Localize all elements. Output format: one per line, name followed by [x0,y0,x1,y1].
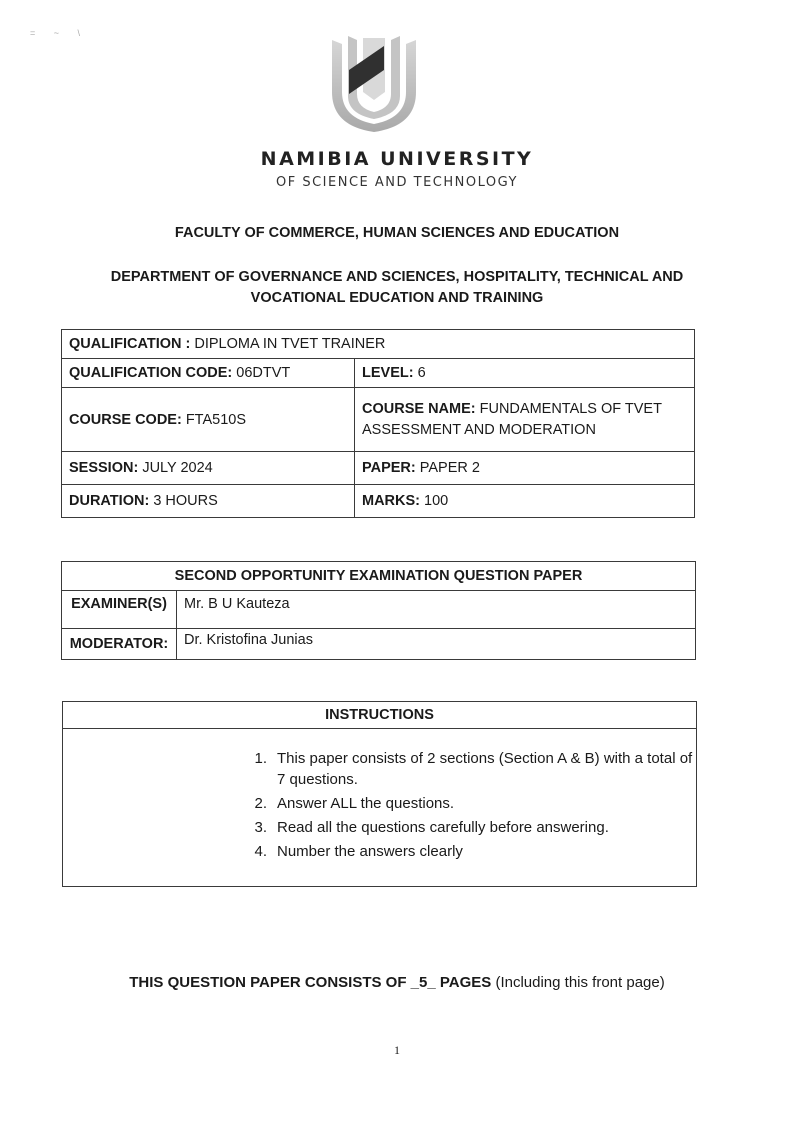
qualification-label: QUALIFICATION : [69,336,191,352]
table-row [62,629,696,660]
list-item [237,841,697,862]
marks-label: MARKS: [362,493,420,509]
instruction-text: Answer ALL the questions. [277,795,455,812]
level-label: LEVEL: [362,365,414,381]
level-value: 6 [417,365,426,381]
duration-cell [62,485,355,518]
examiner-value: Mr. B U Kauteza [177,591,696,629]
examiner-label: EXAMINER(S) [62,591,177,629]
instruction-number: 4. [254,843,267,860]
paper-value: PAPER 2 [419,460,480,476]
instruction-number: 3. [254,819,267,836]
course-code-label: COURSE CODE: [69,411,182,428]
course-name-label: COURSE NAME: [362,400,476,417]
instructions-list [237,748,697,865]
duration-value: 3 HOURS [153,493,218,509]
course-code-cell [62,388,355,452]
qualification-cell [62,330,695,359]
level-cell [355,359,695,388]
page-count-bold: THIS QUESTION PAPER CONSISTS OF _5_ PAGES [129,974,492,991]
department-line-2: VOCATIONAL EDUCATION AND TRAINING [250,290,544,306]
page-number: 1 [394,1043,400,1057]
university-logo [327,30,421,134]
faculty-heading: FACULTY OF COMMERCE, HUMAN SCIENCES AND EDUCATION [174,225,620,241]
instructions-title: INSTRUCTIONS [63,702,696,729]
table-row [62,562,696,591]
session-value: JULY 2024 [142,460,213,476]
instruction-number: 2. [254,795,267,812]
table-row [62,485,695,518]
marks-cell [355,485,695,518]
qualification-code-label: QUALIFICATION CODE: [69,365,233,381]
page-count-note [0,974,794,991]
university-name: NAMIBIA UNIVERSITY [260,148,534,170]
table-row [62,388,695,452]
table-row [62,330,695,359]
instruction-text: Number the answers clearly [277,843,463,860]
instruction-number: 1. [254,750,267,767]
page-count-normal: (Including this front page) [491,974,665,991]
department-heading [0,267,794,309]
instructions-box [62,701,697,887]
moderator-value: Dr. Kristofina Junias [177,629,696,660]
course-name-cell [355,388,695,452]
course-details-table [61,329,695,518]
marks-value: 100 [424,493,449,509]
qualification-value: DIPLOMA IN TVET TRAINER [194,336,386,352]
university-subtitle: OF SCIENCE AND TECHNOLOGY [276,175,518,190]
list-item [237,748,697,790]
course-name-value-line-2: ASSESSMENT AND MODERATION [362,421,596,438]
examiner-table [61,561,696,660]
exam-title: SECOND OPPORTUNITY EXAMINATION QUESTION PAPER [62,562,696,591]
department-line-1: DEPARTMENT OF GOVERNANCE AND SCIENCES, HOSPITALITY, TECHNICAL AND [110,269,684,285]
table-row [62,591,696,629]
scan-marks: = ~ \ [30,28,89,38]
table-row [62,359,695,388]
instruction-text: This paper consists of 2 sections (Section A & B) with a total of 7 questions. [277,750,693,788]
qualification-code-value: 06DTVT [236,365,291,381]
session-cell [62,452,355,485]
paper-label: PAPER: [362,460,416,476]
session-label: SESSION: [69,460,139,476]
duration-label: DURATION: [69,493,150,509]
list-item [237,793,697,814]
list-item [237,817,697,838]
instruction-text: Read all the questions carefully before answering. [277,819,609,836]
table-row [62,452,695,485]
qualification-code-cell [62,359,355,388]
paper-cell [355,452,695,485]
moderator-label: MODERATOR: [62,629,177,660]
course-name-value-line-1: FUNDAMENTALS OF TVET [479,400,662,417]
course-code-value: FTA510S [185,411,247,428]
